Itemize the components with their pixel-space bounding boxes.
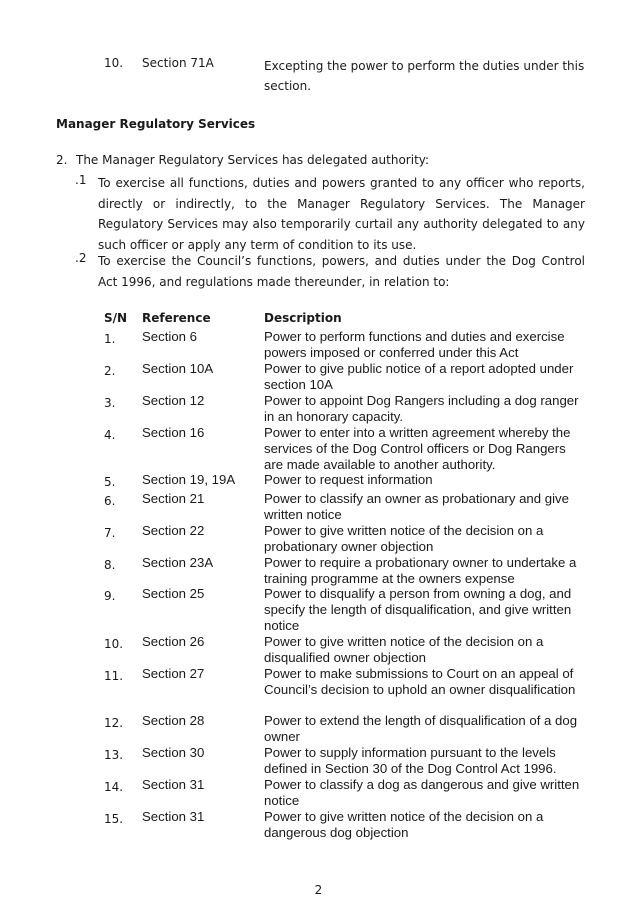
- row-sn: 7.: [104, 526, 116, 540]
- row-reference: Section 19, 19A: [142, 472, 236, 487]
- paragraph-number: 2.: [56, 153, 68, 167]
- row-reference: Section 21: [142, 491, 205, 506]
- row-reference: Section 28: [142, 713, 205, 728]
- row-sn: 3.: [104, 396, 116, 410]
- row-sn: 8.: [104, 558, 116, 572]
- row-reference: Section 27: [142, 666, 205, 681]
- row-description: Power to request information: [264, 472, 433, 487]
- row-sn: 10.: [104, 637, 124, 651]
- header-reference: Reference: [142, 311, 211, 325]
- row-reference: Section 22: [142, 523, 205, 538]
- subitem-text: To exercise all functions, duties and powers granted to any officer who reports, directly or indirectly, to the Manager Regulatory Services. The Manager Regulatory Services may also temporarily curtail any authority delegated to any such officer or apply any term of condition to its use.: [98, 176, 585, 252]
- row-sn: 14.: [104, 780, 124, 794]
- carryover-reference: Section 71A: [142, 56, 214, 70]
- row-sn: 11.: [104, 669, 124, 683]
- row-reference: Section 23A: [142, 555, 214, 570]
- row-sn: 9.: [104, 589, 116, 603]
- row-description: Power to disqualify a person from owning a dog, and specify the length of disqualification, and give written notice: [264, 586, 572, 633]
- row-description: Power to classify an owner as probationary and give written notice: [264, 491, 569, 522]
- row-description: Power to extend the length of disqualification of a dog owner: [264, 713, 578, 744]
- row-sn: 6.: [104, 494, 116, 508]
- row-description: Power to perform functions and duties and exercise powers imposed or conferred under this Act: [264, 329, 565, 360]
- row-description: Power to supply information pursuant to the levels defined in Section 30 of the Dog Control Act 1996.: [264, 745, 557, 776]
- row-description: Power to make submissions to Court on an appeal of Council’s decision to uphold an owner disqualification: [264, 666, 576, 697]
- row-reference: Section 25: [142, 586, 205, 601]
- row-sn: 4.: [104, 428, 116, 442]
- row-description: Power to give written notice of the decision on a disqualified owner objection: [264, 634, 544, 665]
- carryover-description: Excepting the power to perform the duties under this section.: [264, 59, 585, 93]
- section-heading: Manager Regulatory Services: [56, 117, 256, 131]
- page-number: 2: [314, 883, 323, 897]
- row-reference: Section 12: [142, 393, 205, 408]
- header-description: Description: [264, 311, 342, 325]
- row-sn: 15.: [104, 812, 124, 826]
- row-reference: Section 30: [142, 745, 205, 760]
- row-reference: Section 26: [142, 634, 205, 649]
- header-sn: S/N: [104, 311, 128, 325]
- paragraph-text: The Manager Regulatory Services has delegated authority:: [76, 153, 430, 167]
- row-reference: Section 31: [142, 809, 205, 824]
- row-description: Power to give written notice of the decision on a dangerous dog objection: [264, 809, 544, 840]
- row-reference: Section 31: [142, 777, 205, 792]
- subitem-number: .2: [75, 251, 87, 265]
- row-reference: Section 16: [142, 425, 205, 440]
- row-sn: 12.: [104, 716, 124, 730]
- row-description: Power to appoint Dog Rangers including a dog ranger in an honorary capacity.: [264, 393, 579, 424]
- row-sn: 2.: [104, 364, 116, 378]
- row-reference: Section 10A: [142, 361, 214, 376]
- row-sn: 5.: [104, 475, 116, 489]
- row-description: Power to give written notice of the decision on a probationary owner objection: [264, 523, 544, 554]
- row-sn: 13.: [104, 748, 124, 762]
- subitem-number: .1: [75, 173, 87, 187]
- row-reference: Section 6: [142, 329, 197, 344]
- row-description: Power to classify a dog as dangerous and give written notice: [264, 777, 580, 808]
- carryover-number: 10.: [104, 56, 124, 70]
- row-description: Power to enter into a written agreement whereby the services of the Dog Control officers or Dog Rangers are made available to another authority.: [264, 425, 571, 472]
- subitem-text: To exercise the Council’s functions, powers, and duties under the Dog Control Act 1996, and regulations made thereunder, in relation to:: [98, 254, 585, 289]
- row-sn: 1.: [104, 332, 116, 346]
- row-description: Power to give public notice of a report adopted under section 10A: [264, 361, 574, 392]
- row-description: Power to require a probationary owner to undertake a training programme at the owners expense: [264, 555, 577, 586]
